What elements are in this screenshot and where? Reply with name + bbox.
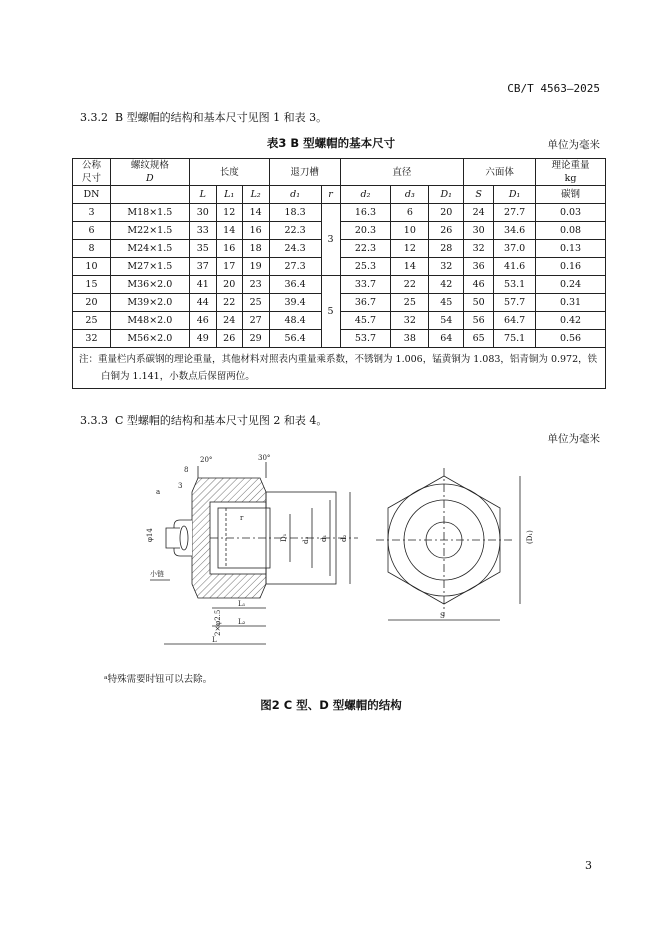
cell-L1: 22 [216,294,242,312]
cell-d2: 20.3 [340,222,391,240]
header-length: 长度 [189,159,269,186]
sub-D1: D₁ [429,186,464,204]
cell-d3: 6 [391,204,429,222]
cell-d2: 45.7 [340,312,391,330]
table-note: 注：重量栏内系碳钢的理论重量，其他材料对照表内重量乘系数，不锈钢为 1.006，锰黄铜为 1.083，铝青铜为 0.972，铁白铜为 1.141，小数点后保留两位。 [73,348,606,389]
label-3: 3 [178,482,183,490]
label-L1: L₁ [238,600,246,608]
cell-dn: 25 [73,312,111,330]
section-3-3-2 [80,109,327,125]
cell-Dh: 64.7 [494,312,536,330]
label-r: r [240,514,244,522]
cell-d3: 38 [391,330,429,348]
table-body [73,204,606,348]
label-phi14: φ14 [146,528,154,542]
cell-S: 32 [464,240,494,258]
cell-L2: 27 [242,312,269,330]
cell-Dh: 37.0 [494,240,536,258]
cell-thread: M39×2.0 [110,294,189,312]
cell-d1: 18.3 [269,204,321,222]
label-d1: d₁ [320,534,328,542]
cell-d1: 48.4 [269,312,321,330]
sub-L: L [189,186,216,204]
cell-S: 24 [464,204,494,222]
cell-L2: 14 [242,204,269,222]
cell-r: 3 [321,204,340,276]
cell-dn: 10 [73,258,111,276]
cell-w: 0.24 [536,276,606,294]
cell-d3: 10 [391,222,429,240]
cell-d1: 36.4 [269,276,321,294]
section-number: 3.3.2 [80,111,108,124]
cell-dn: 20 [73,294,111,312]
label-holes: 2×φ2.5 [214,609,222,636]
cell-dn: 6 [73,222,111,240]
cell-w: 0.03 [536,204,606,222]
cell-L1: 24 [216,312,242,330]
cell-L: 41 [189,276,216,294]
cell-d1: 56.4 [269,330,321,348]
label-chain: 小链 [150,570,164,578]
header-diameter: 直径 [340,159,464,186]
table-row [73,276,606,294]
cell-d2: 36.7 [340,294,391,312]
cell-L: 33 [189,222,216,240]
cell-L1: 17 [216,258,242,276]
cell-L: 35 [189,240,216,258]
sub-d3: d₃ [391,186,429,204]
cell-S: 50 [464,294,494,312]
label-L: L [212,636,217,644]
page-number: 3 [585,859,592,872]
standard-number: CB/T 4563—2025 [507,82,600,95]
cell-d3: 12 [391,240,429,258]
cell-d3: 22 [391,276,429,294]
figure-footnote: ᵃ特殊需要时钮可以去除。 [104,674,213,685]
table-3 [72,158,606,389]
cell-w: 0.42 [536,312,606,330]
cell-L: 37 [189,258,216,276]
cell-thread: M18×1.5 [110,204,189,222]
cell-w: 0.13 [536,240,606,258]
cell-L: 44 [189,294,216,312]
cell-Dh: 75.1 [494,330,536,348]
cell-D1: 42 [429,276,464,294]
cell-S: 36 [464,258,494,276]
header-relief: 退刀槽 [269,159,340,186]
cell-L1: 14 [216,222,242,240]
cell-Dh: 41.6 [494,258,536,276]
sub-S: S [464,186,494,204]
label-D1: D₁ [280,533,288,542]
cell-d2: 25.3 [340,258,391,276]
figure-2-drawing [140,448,540,658]
cell-L1: 12 [216,204,242,222]
cell-S: 30 [464,222,494,240]
cell-L2: 16 [242,222,269,240]
header-carbon-steel: 碳钢 [536,186,606,204]
cell-D1: 64 [429,330,464,348]
table-row [73,204,606,222]
label-L2: L₂ [238,618,246,626]
cell-thread: M48×2.0 [110,312,189,330]
label-a: a [156,488,161,496]
label-d2: d₂ [340,534,348,542]
cell-L1: 16 [216,240,242,258]
section-3-3-3 [80,412,327,428]
cell-L2: 23 [242,276,269,294]
cell-S: 65 [464,330,494,348]
cell-L: 30 [189,204,216,222]
cell-D1: 54 [429,312,464,330]
cell-S: 46 [464,276,494,294]
cell-L1: 20 [216,276,242,294]
cell-L2: 25 [242,294,269,312]
header-hex: 六面体 [464,159,536,186]
cell-d2: 22.3 [340,240,391,258]
label-angle-30: 30° [258,454,271,462]
header-weight: 理论重量 kg [536,159,606,186]
cell-L2: 29 [242,330,269,348]
cell-D1: 28 [429,240,464,258]
cell-w: 0.08 [536,222,606,240]
cell-d2: 33.7 [340,276,391,294]
cell-d2: 16.3 [340,204,391,222]
cell-L1: 26 [216,330,242,348]
cell-L2: 19 [242,258,269,276]
cell-dn: 15 [73,276,111,294]
label-angle-20: 20° [200,456,213,464]
cell-D1: 20 [429,204,464,222]
sub-L1: L₁ [216,186,242,204]
section-text: B 型螺帽的结构和基本尺寸见图 1 和表 3。 [115,111,328,124]
cell-w: 0.56 [536,330,606,348]
header-dn: 公称 尺寸 [73,159,111,186]
cell-thread: M36×2.0 [110,276,189,294]
cell-thread: M24×1.5 [110,240,189,258]
cell-w: 0.31 [536,294,606,312]
cell-d3: 25 [391,294,429,312]
cell-thread: M22×1.5 [110,222,189,240]
cell-Dh: 57.7 [494,294,536,312]
table-caption: 表3 B 型螺帽的基本尺寸 [266,136,396,150]
cell-D1: 45 [429,294,464,312]
cell-d1: 27.3 [269,258,321,276]
label-8: 8 [184,466,189,474]
cell-d1: 39.4 [269,294,321,312]
cell-d2: 53.7 [340,330,391,348]
header-thread: 螺纹规格 D [110,159,189,186]
sub-Dh: D₁ [494,186,536,204]
cell-L2: 18 [242,240,269,258]
cell-L: 46 [189,312,216,330]
label-S: S [440,612,445,620]
cell-Dh: 34.6 [494,222,536,240]
cell-L: 49 [189,330,216,348]
cell-D1: 32 [429,258,464,276]
cell-d1: 24.3 [269,240,321,258]
sub-r: r [321,186,340,204]
cell-D1: 26 [429,222,464,240]
cell-Dh: 53.1 [494,276,536,294]
cell-d1: 22.3 [269,222,321,240]
header-dn-code: DN [73,186,111,204]
cell-dn: 3 [73,204,111,222]
section-unit: 单位为毫米 [547,433,600,445]
table-unit: 单位为毫米 [547,139,600,151]
sub-L2: L₂ [242,186,269,204]
section-number: 3.3.3 [80,414,108,427]
label-Dh: (D₁) [526,530,534,544]
sub-d1: d₁ [269,186,321,204]
sub-d2: d₂ [340,186,391,204]
cell-r: 5 [321,276,340,348]
figure-caption: 图2 C 型、D 型螺帽的结构 [260,698,402,712]
cell-Dh: 27.7 [494,204,536,222]
cell-thread: M56×2.0 [110,330,189,348]
cell-d3: 14 [391,258,429,276]
cell-dn: 8 [73,240,111,258]
section-text: C 型螺帽的结构和基本尺寸见图 2 和表 4。 [115,414,328,427]
label-d3: d₃ [302,536,310,544]
cell-thread: M27×1.5 [110,258,189,276]
cell-d3: 32 [391,312,429,330]
cell-dn: 32 [73,330,111,348]
cell-w: 0.16 [536,258,606,276]
cell-S: 56 [464,312,494,330]
